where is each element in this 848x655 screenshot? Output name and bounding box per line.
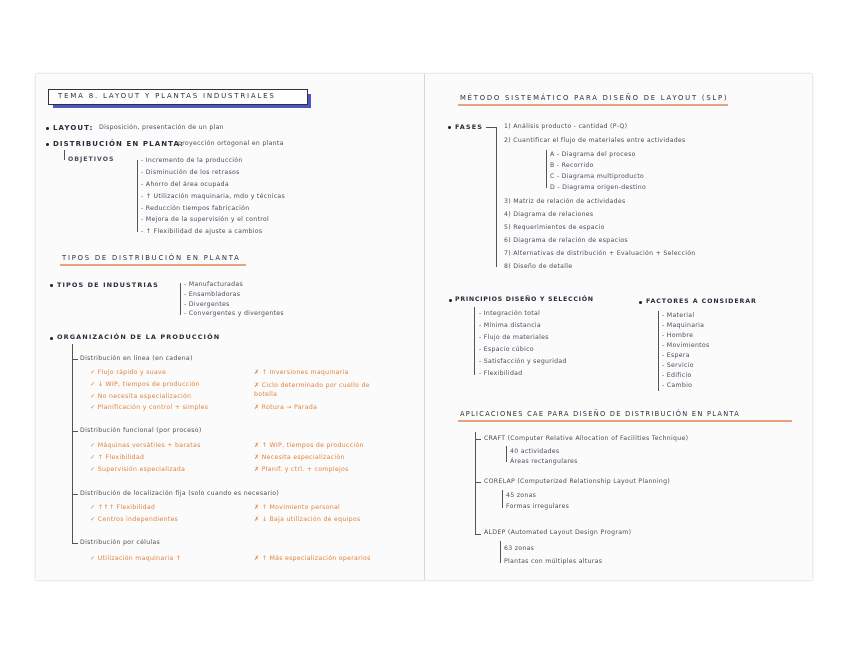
app-note: 40 actividades: [510, 448, 560, 455]
bracket: [496, 127, 497, 267]
con-item: ✗ ↑ WIP, tiempos de producción: [254, 442, 364, 449]
group-title: Distribución funcional (por proceso): [80, 427, 202, 434]
industria-item: - Convergentes y divergentes: [184, 310, 284, 317]
principio-item: - Satisfacción y seguridad: [479, 358, 567, 365]
con-item: ✗ Planif. y ctrl. + complejos: [254, 466, 349, 473]
app-note: 45 zonas: [506, 492, 537, 499]
bullet: [448, 126, 451, 129]
fase-item: 7) Alternativas de distribución + Evaluación + Selección: [504, 250, 696, 257]
factor-item: - Servicio: [662, 362, 694, 369]
factor-item: - Espera: [662, 352, 690, 359]
bracket: [546, 150, 547, 188]
objetivo-item: - Disminución de los retrasos: [141, 169, 240, 176]
objetivo-item: - ↑ Flexibilidad de ajuste a cambios: [141, 228, 263, 235]
con-item: ✗ Necesita especialización: [254, 454, 345, 461]
group-title: Distribución por células: [80, 539, 161, 546]
pro-item: ✓ ↑↑↑ Flexibilidad: [90, 504, 156, 511]
fases-label: FASES: [455, 123, 484, 131]
industria-item: - Ensambladoras: [184, 291, 241, 298]
bullet: [50, 337, 53, 340]
bullet: [449, 299, 452, 302]
bracket: [502, 490, 503, 508]
bracket: [658, 311, 659, 391]
fase-item: 2) Cuantificar el flujo de materiales entre actividades: [504, 137, 686, 144]
objetivos-label: OBJETIVOS: [68, 156, 115, 163]
industria-item: - Manufacturadas: [184, 281, 243, 288]
pro-item: ✓ No necesita especialización: [90, 393, 192, 400]
app-note: 63 zonas: [504, 545, 535, 552]
pro-item: ✓ Máquinas versátiles + baratas: [90, 442, 201, 449]
heading-underline: [458, 104, 728, 106]
group-title: Distribución en línea (en cadena): [80, 355, 193, 362]
principio-item: - Mínima distancia: [479, 322, 542, 329]
industria-item: - Divergentes: [184, 301, 230, 308]
distribucion-term: DISTRIBUCIÓN EN PLANTA:: [53, 140, 185, 148]
app-name: ALDEP (Automated Layout Design Program): [484, 529, 632, 536]
tipos-heading: TIPOS DE DISTRIBUCIÓN EN PLANTA: [62, 254, 241, 262]
heading-underline: [60, 264, 246, 266]
group-title: Distribución de localización fija (solo cuando es necesario): [80, 490, 280, 497]
diagrama-item: A - Diagrama del proceso: [550, 151, 636, 158]
tree-line: [72, 344, 73, 543]
principio-item: - Integración total: [479, 310, 541, 317]
app-note: Formas irregulares: [506, 503, 570, 510]
principio-item: - Espacio cúbico: [479, 346, 534, 353]
con-item: ✗ Rotura → Parada: [254, 404, 318, 411]
page-title: TEMA 8. LAYOUT Y PLANTAS INDUSTRIALES: [58, 92, 276, 100]
organizacion-label: ORGANIZACIÓN DE LA PRODUCCIÓN: [57, 333, 221, 341]
fase-item: 6) Diagrama de relación de espacios: [504, 237, 628, 244]
objetivo-item: - Ahorro del área ocupada: [141, 181, 229, 188]
con-item: ✗ ↓ Baja utilización de equipos: [254, 516, 361, 523]
bracket: [500, 541, 501, 563]
principios-label: PRINCIPIOS DISEÑO Y SELECCIÓN: [455, 296, 594, 303]
tree-branch: [72, 494, 78, 495]
tree-branch: [475, 482, 481, 483]
app-note: Plantas con múltiples alturas: [504, 558, 603, 565]
heading-underline: [458, 420, 792, 422]
principio-item: - Flexibilidad: [479, 370, 523, 377]
factor-item: - Material: [662, 312, 695, 319]
distribucion-definition: proyección ortogonal en planta: [178, 140, 284, 147]
pro-item: ✓ Flujo rápido y suave: [90, 369, 167, 376]
pro-item: ✓ ↓ WIP, tiempos de producción: [90, 381, 200, 388]
diagrama-item: B - Recorrido: [550, 162, 594, 169]
bracket: [474, 307, 475, 375]
factor-item: - Maquinaria: [662, 322, 705, 329]
layout-term: LAYOUT:: [53, 124, 94, 132]
tree-branch: [475, 439, 481, 440]
bracket: [137, 160, 138, 232]
bullet: [639, 301, 642, 304]
pro-item: ✓ Centros independientes: [90, 516, 179, 523]
bracket: [180, 283, 181, 315]
layout-definition: Disposición, presentación de un plan: [99, 124, 224, 131]
pro-item: ✓ Utilización maquinaria ↑: [90, 555, 182, 562]
pro-item: ✓ ↑ Flexibilidad: [90, 454, 145, 461]
fase-item: 3) Matriz de relación de actividades: [504, 198, 626, 205]
tree-line: [475, 432, 476, 534]
tree-branch: [72, 543, 78, 544]
app-name: CORELAP (Computerized Relationship Layout Planning): [484, 478, 671, 485]
factor-item: - Cambio: [662, 382, 693, 389]
page-fold: [424, 74, 425, 580]
tree-branch: [475, 534, 481, 535]
bullet: [50, 284, 53, 287]
con-item: ✗ Ciclo determinado por cuello de botella: [254, 382, 370, 398]
con-item: ✗ ↑ Inversiones maquinaria: [254, 369, 349, 376]
factor-item: - Movimientos: [662, 342, 710, 349]
con-item: ✗ ↑ Más especialización operarios: [254, 555, 371, 562]
con-item: ✗ ↑ Movimiento personal: [254, 504, 341, 511]
fase-item: 4) Diagrama de relaciones: [504, 211, 594, 218]
diagrama-item: C - Diagrama multiproducto: [550, 173, 645, 180]
bullet: [46, 127, 49, 130]
factores-label: FACTORES A CONSIDERAR: [646, 298, 757, 305]
connector: [64, 150, 65, 160]
factor-item: - Hombre: [662, 332, 694, 339]
principio-item: - Flujo de materiales: [479, 334, 549, 341]
fase-item: 8) Diseño de detalle: [504, 263, 573, 270]
pro-item: ✓ Planificación y control + simples: [90, 404, 209, 411]
factor-item: - Edificio: [662, 372, 692, 379]
cae-heading: APLICACIONES CAE PARA DISEÑO DE DISTRIBUCIÓN EN PLANTA: [460, 410, 741, 418]
tipos-industrias-label: TIPOS DE INDUSTRIAS: [57, 281, 159, 289]
objetivo-item: - Mejora de la supervisión y el control: [141, 216, 270, 223]
app-note: Áreas rectangulares: [510, 458, 578, 465]
objetivo-item: - ↑ Utilización maquinaria, mdo y técnicas: [141, 193, 286, 200]
objetivo-item: - Reducción tiempos fabricación: [141, 205, 250, 212]
pro-item: ✓ Supervisión especializada: [90, 466, 186, 473]
slp-heading: MÉTODO SISTEMÁTICO PARA DISEÑO DE LAYOUT (SLP): [460, 94, 729, 102]
app-name: CRAFT (Computer Relative Allocation of Facilities Technique): [484, 435, 689, 442]
connector: [486, 127, 496, 128]
tree-branch: [72, 359, 78, 360]
bracket: [506, 446, 507, 462]
fase-item: 5) Requerimientos de espacio: [504, 224, 605, 231]
objetivo-item: - Incremento de la producción: [141, 157, 243, 164]
diagrama-item: D - Diagrama origen-destino: [550, 184, 647, 191]
tree-branch: [72, 431, 78, 432]
fase-item: 1) Análisis producto - cantidad (P-Q): [504, 123, 628, 130]
bullet: [46, 143, 49, 146]
